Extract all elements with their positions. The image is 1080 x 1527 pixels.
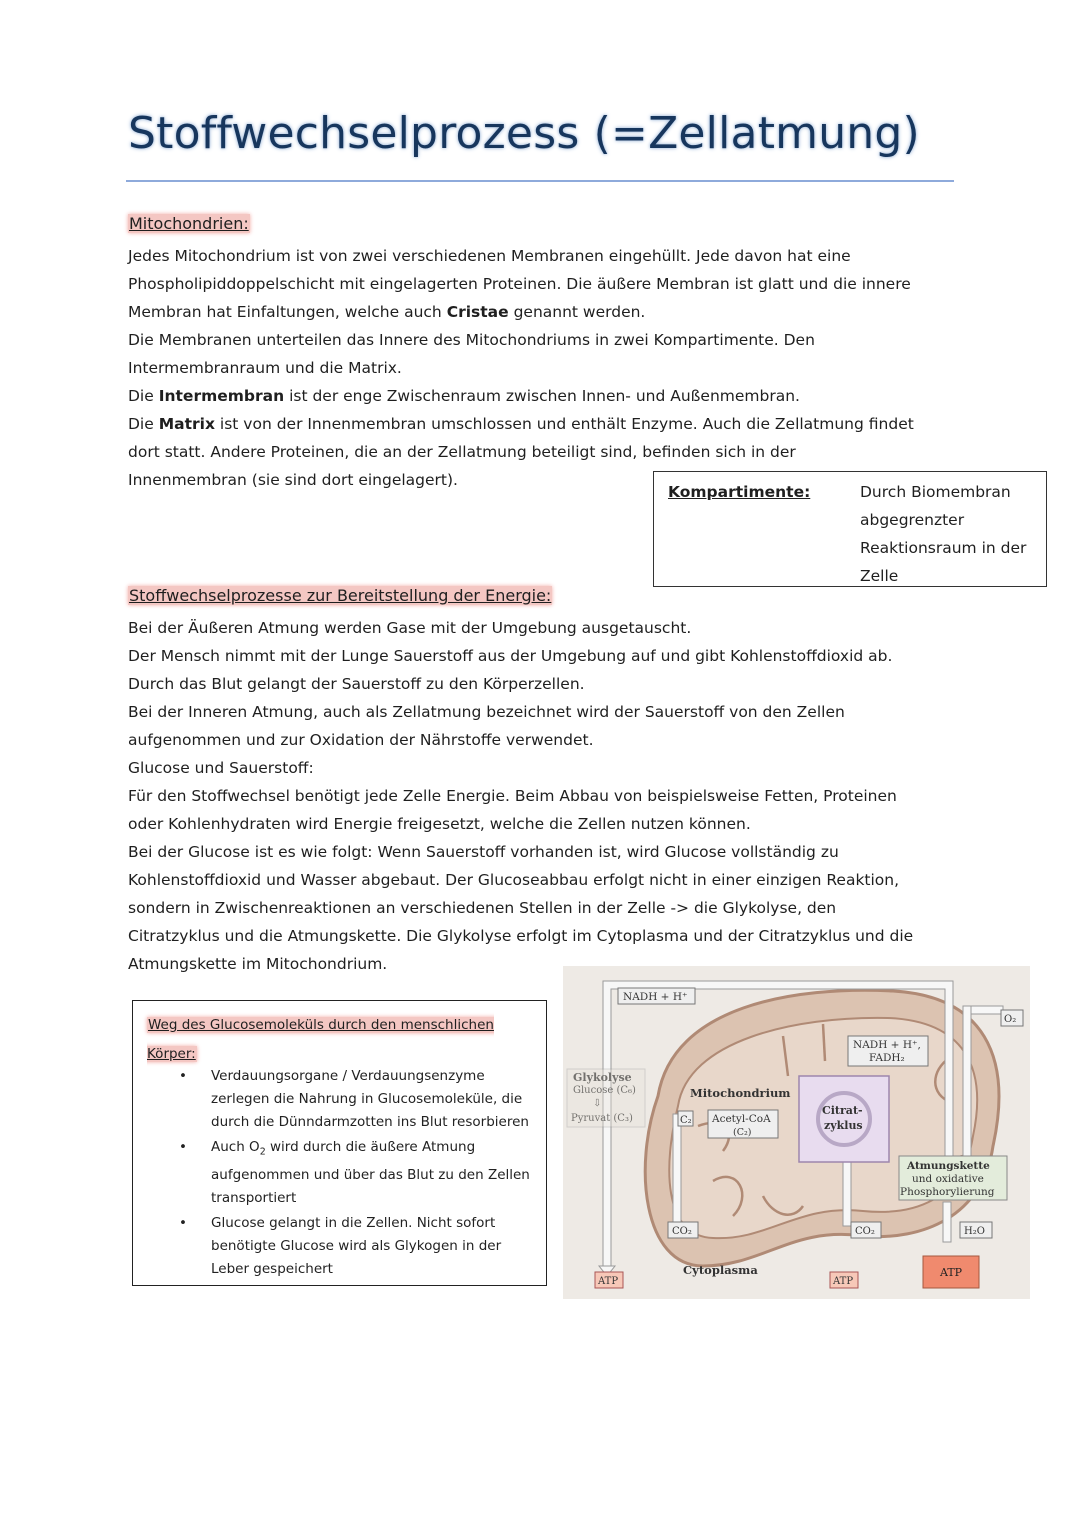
label-nadh-fadh-1: NADH + H⁺,: [853, 1039, 921, 1051]
label-nadh-fadh-2: FADH₂: [869, 1052, 905, 1064]
label-atmung-1: Atmungskette: [907, 1160, 990, 1172]
label-nadh-top: NADH + H⁺: [623, 991, 688, 1003]
term-intermembran: Intermembran: [158, 387, 285, 405]
text-line: Glucose und Sauerstoff:: [128, 759, 314, 777]
bullet-icon: •: [179, 1068, 187, 1084]
heading-stoffwechselprozesse-text: Stoffwechselprozesse zur Bereitstellung der Energie:: [129, 586, 552, 605]
arrow-down-icon: ⇩: [593, 1098, 602, 1109]
label-atp-3: ATP: [940, 1266, 963, 1279]
label-glykolyse: Glykolyse: [573, 1071, 632, 1084]
label-acetyl: Acetyl-CoA: [712, 1113, 771, 1125]
text-line: Der Mensch nimmt mit der Lunge Sauerstoff aus der Umgebung auf und gibt Kohlenstoffdioxid ab.: [128, 647, 893, 665]
label-atmung-2: und oxidative: [912, 1173, 984, 1185]
list-item: • Verdauungsorgane / Verdauungsenzyme zerlegen die Nahrung in Glucosemoleküle, die durch die Dünndarmzotten ins Blut resorbieren: [147, 1065, 537, 1134]
label-pyruvat: Pyruvat (C₃): [571, 1113, 633, 1124]
label-co2-2: CO₂: [855, 1226, 875, 1237]
glykolyse-panel: [567, 1069, 645, 1127]
text-line: Für den Stoffwechsel benötigt jede Zelle Energie. Beim Abbau von beispielsweise Fetten, Proteinen: [128, 787, 897, 805]
label-atp-2: ATP: [833, 1276, 854, 1287]
label-o2: O₂: [1004, 1014, 1017, 1025]
weg-heading: Weg des Glucosemoleküls durch den menschlichen Körper:: [147, 1017, 494, 1062]
text-line: Durch das Blut gelangt der Sauerstoff zu den Körperzellen.: [128, 675, 585, 693]
text-line: Innenmembran (sie sind dort eingelagert).: [128, 471, 458, 489]
label-c2: C₂: [680, 1115, 692, 1126]
text-line: Jedes Mitochondrium ist von zwei verschiedenen Membranen eingehüllt. Jede davon hat eine: [128, 247, 851, 265]
text-line: Kohlenstoffdioxid und Wasser abgebaut. Der Glucoseabbau erfolgt nicht in einer einzigen Reaktion,: [128, 871, 900, 889]
heading-stoffwechselprozesse: [128, 586, 552, 605]
label-atp-1: ATP: [598, 1276, 619, 1287]
text-line: Bei der Inneren Atmung, auch als Zellatmung bezeichnet wird der Sauerstoff von den Zellen: [128, 703, 845, 721]
text-line: Die Membranen unterteilen das Innere des Mitochondriums in zwei Kompartimente. Den: [128, 331, 815, 349]
label-cytoplasma: Cytoplasma: [683, 1263, 758, 1277]
text-line: Atmungskette im Mitochondrium.: [128, 955, 388, 973]
term-cristae: Cristae: [446, 303, 509, 321]
label-h2o: H₂O: [964, 1226, 985, 1237]
paragraph-stoffwechsel: [128, 614, 958, 978]
text-line: Phospholipiddoppelschicht mit eingelagerten Proteinen. Die äußere Membran ist glatt und die innere: [128, 275, 911, 293]
text-line: Bei der Äußeren Atmung werden Gase mit der Umgebung ausgetauscht.: [128, 619, 692, 637]
label-co2-1: CO₂: [672, 1226, 692, 1237]
list-item: • Glucose gelangt in die Zellen. Nicht sofort benötigte Glucose wird als Glykogen in der Leber gespeichert: [147, 1212, 537, 1281]
label-acetyl-c: (C₂): [733, 1127, 752, 1138]
title-underline: [126, 180, 954, 182]
text-line: Die Intermembran ist der enge Zwischenraum zwischen Innen- und Außenmembran.: [128, 387, 800, 405]
list-item: • Auch $O_2$ wird durch die äußere Atmung aufgenommen und über das Blut zu den Zellen transportiert: [147, 1136, 537, 1210]
text-line: Citratzyklus und die Atmungskette. Die Glykolyse erfolgt im Cytoplasma und der Citratzyklus und die: [128, 927, 914, 945]
bullet-icon: •: [179, 1214, 187, 1231]
kompartimente-label: Kompartimente:: [668, 483, 811, 501]
text-line: aufgenommen und zur Oxidation der Nährstoffe verwendet.: [128, 731, 594, 749]
paragraph-mitochondrien: [128, 242, 958, 494]
text-line: Bei der Glucose ist es wie folgt: Wenn Sauerstoff vorhanden ist, wird Glucose vollständig zu: [128, 843, 839, 861]
page-title: Stoffwechselprozess (=Zellatmung): [128, 108, 920, 159]
heading-mitochondrien-text: Mitochondrien:: [129, 214, 249, 233]
kompartimente-definition: Durch Biomembran abgegrenzter Reaktionsraum in der Zelle: [860, 483, 1027, 585]
text-line: Intermembranraum und die Matrix.: [128, 359, 402, 377]
heading-mitochondrien: [128, 214, 250, 233]
label-citrat-1: Citrat-: [822, 1104, 863, 1117]
text-line: oder Kohlenhydraten wird Energie freigesetzt, welche die Zellen nutzen können.: [128, 815, 751, 833]
text-line: sondern in Zwischenreaktionen an verschiedenen Stellen in der Zelle -> die Glykolyse, den: [128, 899, 837, 917]
label-citrat-2: zyklus: [824, 1119, 863, 1132]
label-atmung-3: Phosphorylierung: [900, 1186, 995, 1198]
label-mitochondrium: Mitochondrium: [690, 1086, 791, 1100]
text-line: dort statt. Andere Proteinen, die an der Zellatmung beteiligt sind, befinden sich in der: [128, 443, 796, 461]
zellatmung-diagram: [563, 966, 1030, 1299]
text-line: Die Matrix ist von der Innenmembran umschlossen und enthält Enzyme. Auch die Zellatmung findet: [128, 415, 914, 433]
label-glucose: Glucose (C₆): [573, 1085, 636, 1096]
weg-glucose-box: [132, 1000, 547, 1286]
text-line: Membran hat Einfaltungen, welche auch Cristae genannt werden.: [128, 303, 646, 321]
weg-list: [147, 1065, 537, 1283]
term-matrix: Matrix: [158, 415, 215, 433]
kompartimente-box: [653, 471, 1047, 587]
bullet-icon: •: [179, 1139, 187, 1155]
